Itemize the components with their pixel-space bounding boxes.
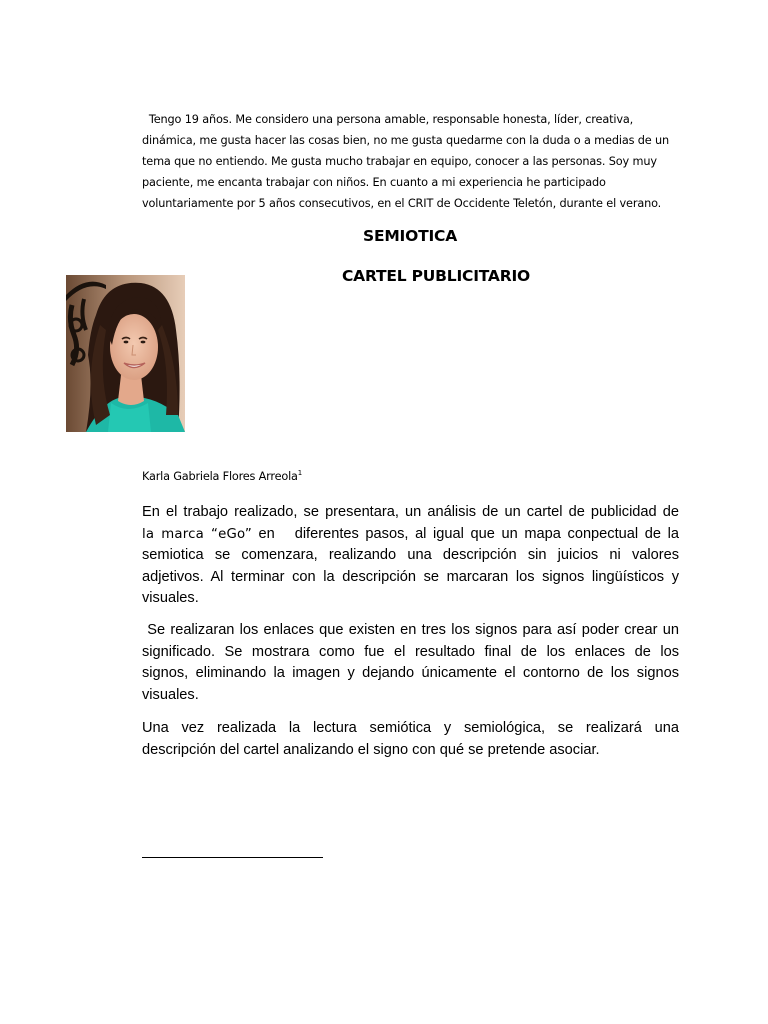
paragraph-line: descripción del cartel analizando el signo con qué se pretende asociar.: [142, 741, 600, 758]
paragraph-line: signos, eliminando la imagen y dejando únicamente el contorno de los signos: [142, 665, 679, 681]
page-subtitle: CARTEL PUBLICITARIO: [341, 267, 531, 285]
paragraph-line: visuales.: [142, 686, 199, 703]
body-paragraph-2: [142, 620, 679, 706]
paragraph-line: visuales.: [142, 590, 199, 606]
paragraph-line: adjetivos. Al terminar con la descripción se marcaran los signos lingüísticos y: [142, 568, 679, 585]
paragraph-line: significado. Se mostrara como fue el resultado final de los enlaces de los: [142, 643, 679, 660]
paragraph-line: Una vez realizada la lectura semiótica y semiológica, se realizará una: [142, 720, 679, 736]
footnote-separator: [142, 857, 323, 858]
intro-line: Tengo 19 años. Me considero una persona amable, responsable honesta, líder, creativa,: [142, 113, 634, 126]
author-name-text: Karla Gabriela Flores Arreola: [142, 470, 298, 483]
paragraph-line: semiotica se comenzara, realizando una descripción sin juicios ni valores: [142, 547, 679, 563]
paragraph-line-rest: en diferentes pasos, al igual que un mapa conpectual de la: [251, 525, 679, 542]
paragraph-line: [142, 524, 679, 546]
page-title: SEMIOTICA: [362, 227, 458, 245]
paragraph-line: Se realizaran los enlaces que existen en tres los signos para así poder crear un: [142, 622, 679, 638]
footnote-mark: 1: [297, 469, 302, 477]
intro-paragraph: [142, 109, 674, 214]
intro-line: paciente, me encanta trabajar con niños. En cuanto a mi experiencia he participado: [142, 176, 606, 189]
intro-line: dinámica, me gusta hacer las cosas bien, no me gusta quedarme con la duda o a medias de un: [142, 134, 670, 147]
author-name: [142, 469, 302, 483]
author-photo: [66, 275, 185, 432]
body-paragraph-1: [142, 502, 679, 610]
intro-line: tema que no entiendo. Me gusta mucho trabajar en equipo, conocer a las personas. Soy muy: [142, 155, 657, 168]
brand-phrase: la marca “eGo”: [142, 526, 252, 542]
intro-line: voluntariamente por 5 años consecutivos, en el CRIT de Occidente Teletón, durante el verano.: [142, 197, 662, 210]
body-paragraph-3: [142, 718, 679, 761]
paragraph-line: En el trabajo realizado, se presentara, un análisis de un cartel de publicidad de: [142, 504, 679, 520]
